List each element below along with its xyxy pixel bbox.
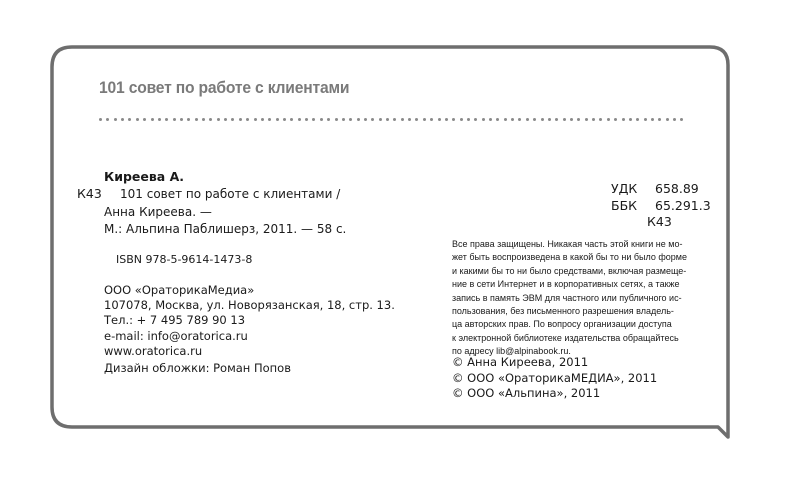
divider-dot [239, 118, 242, 121]
divider-dot [231, 118, 234, 121]
divider-dot [408, 118, 411, 121]
publisher-address: 107078, Москва, ул. Новорязанская, 18, стр. 13. [104, 298, 395, 313]
divider-dot [666, 118, 669, 121]
divider-dot [585, 118, 588, 121]
divider-dot [342, 118, 345, 121]
divider-dot [680, 118, 683, 121]
rights-line: и какими бы то ни было средствами, включая размеще- [452, 265, 687, 276]
divider-dot [158, 118, 161, 121]
divider-dot [401, 118, 404, 121]
divider-dot [349, 118, 352, 121]
divider-dot [320, 118, 323, 121]
divider-dot [143, 118, 146, 121]
divider-dot [165, 118, 168, 121]
divider-dot [518, 118, 521, 121]
divider-dot [305, 118, 308, 121]
divider-dot [511, 118, 514, 121]
divider-dot [180, 118, 183, 121]
divider-dot [438, 118, 441, 121]
copyright-line: © Анна Киреева, 2011 [452, 355, 589, 369]
bbk-value: 65.291.3 [655, 197, 711, 213]
copyright-line: © ООО «Альпина», 2011 [452, 386, 601, 401]
divider-dot [298, 118, 301, 121]
divider-dot [474, 118, 477, 121]
divider-dot [187, 118, 190, 121]
divider-dot [548, 118, 551, 121]
divider-dot [445, 118, 448, 121]
rights-line: по адресу lib@alpinabook.ru. [452, 346, 571, 357]
divider-dot [622, 118, 625, 121]
divider-dot [467, 118, 470, 121]
divider-dot [482, 118, 485, 121]
divider-dot [644, 118, 647, 121]
divider-dot [173, 118, 176, 121]
divider-dot [629, 118, 632, 121]
divider-dot [555, 118, 558, 121]
divider-dot [202, 118, 205, 121]
divider-dot [371, 118, 374, 121]
divider-dot [570, 118, 573, 121]
divider-dot [658, 118, 661, 121]
rights-line: ние в сети Интернет и в корпоративных сетях, а также [452, 279, 680, 290]
divider-dot [335, 118, 338, 121]
rights-line: ца авторских прав. По вопросу организации доступа [452, 319, 672, 330]
divider-dot [254, 118, 257, 121]
divider-dot [121, 118, 124, 121]
divider-dot [379, 118, 382, 121]
divider-dot [357, 118, 360, 121]
rights-line: жет быть воспроизведена в какой бы то ни было форме [452, 252, 687, 263]
rights-notice [452, 238, 702, 359]
divider-dot [533, 118, 536, 121]
divider-dot [283, 118, 286, 121]
divider-dot [673, 118, 676, 121]
divider-dot [489, 118, 492, 121]
classification-code: К43 [647, 214, 672, 229]
divider-dot [195, 118, 198, 121]
divider-dot [577, 118, 580, 121]
divider-dot [128, 118, 131, 121]
divider-dot [423, 118, 426, 121]
divider-dot [415, 118, 418, 121]
divider-dot [106, 118, 109, 121]
divider-dot [460, 118, 463, 121]
divider-dot [364, 118, 367, 121]
divider-dot [592, 118, 595, 121]
shelf-code: К43 [77, 186, 102, 201]
dotted-divider [99, 118, 684, 124]
divider-dot [268, 118, 271, 121]
divider-dot [614, 118, 617, 121]
copyright-line: © ООО «ОраторикаМЕДИА», 2011 [452, 370, 658, 385]
publisher-website: www.oratorica.ru [104, 343, 203, 358]
divider-dot [541, 118, 544, 121]
divider-dot [430, 118, 433, 121]
classification-block [611, 181, 711, 231]
divider-dot [496, 118, 499, 121]
divider-dot [136, 118, 139, 121]
copyright-block [452, 355, 657, 402]
rights-line: пользования, без письменного разрешения владель- [452, 306, 674, 317]
publisher-phone: Тел.: + 7 495 789 90 13 [104, 313, 246, 328]
divider-dot [261, 118, 264, 121]
divider-dot [209, 118, 212, 121]
publisher-name: ООО «ОраторикаМедиа» [104, 283, 255, 297]
divider-dot [290, 118, 293, 121]
divider-dot [246, 118, 249, 121]
divider-dot [224, 118, 227, 121]
divider-dot [636, 118, 639, 121]
divider-dot [504, 118, 507, 121]
divider-dot [99, 118, 102, 121]
title-line-1: 101 совет по работе с клиентами / [120, 187, 341, 201]
publisher-block [104, 283, 395, 359]
divider-dot [217, 118, 220, 121]
divider-dot [276, 118, 279, 121]
author-name: Киреева А. [104, 169, 184, 184]
title-line-2: Анна Киреева. — [104, 205, 212, 219]
divider-dot [651, 118, 654, 121]
udk-value: 658.89 [655, 181, 699, 196]
title-line-3: М.: Альпина Паблишерз, 2011. — 58 с. [104, 222, 347, 236]
divider-dot [114, 118, 117, 121]
divider-dot [452, 118, 455, 121]
header-title: 101 совет по работе с клиентами [99, 78, 350, 97]
divider-dot [393, 118, 396, 121]
publisher-email: e-mail: info@oratorica.ru [104, 328, 248, 343]
divider-dot [607, 118, 610, 121]
rights-line: Все права защищены. Никакая часть этой книги не мо- [452, 239, 683, 249]
bbk-label: ББК [611, 197, 638, 213]
udk-label: УДК [611, 181, 638, 196]
rights-line: к электронной библиотеке издательства обращайтесь [452, 332, 679, 343]
divider-dot [599, 118, 602, 121]
divider-dot [526, 118, 529, 121]
divider-dot [563, 118, 566, 121]
divider-dot [327, 118, 330, 121]
divider-dot [386, 118, 389, 121]
divider-dot [151, 118, 154, 121]
cover-design-credit: Дизайн обложки: Роман Попов [104, 361, 291, 375]
isbn: ISBN 978-5-9614-1473-8 [116, 253, 253, 266]
rights-line: запись в память ЭВМ для частного или публичного ис- [452, 292, 682, 303]
divider-dot [312, 118, 315, 121]
